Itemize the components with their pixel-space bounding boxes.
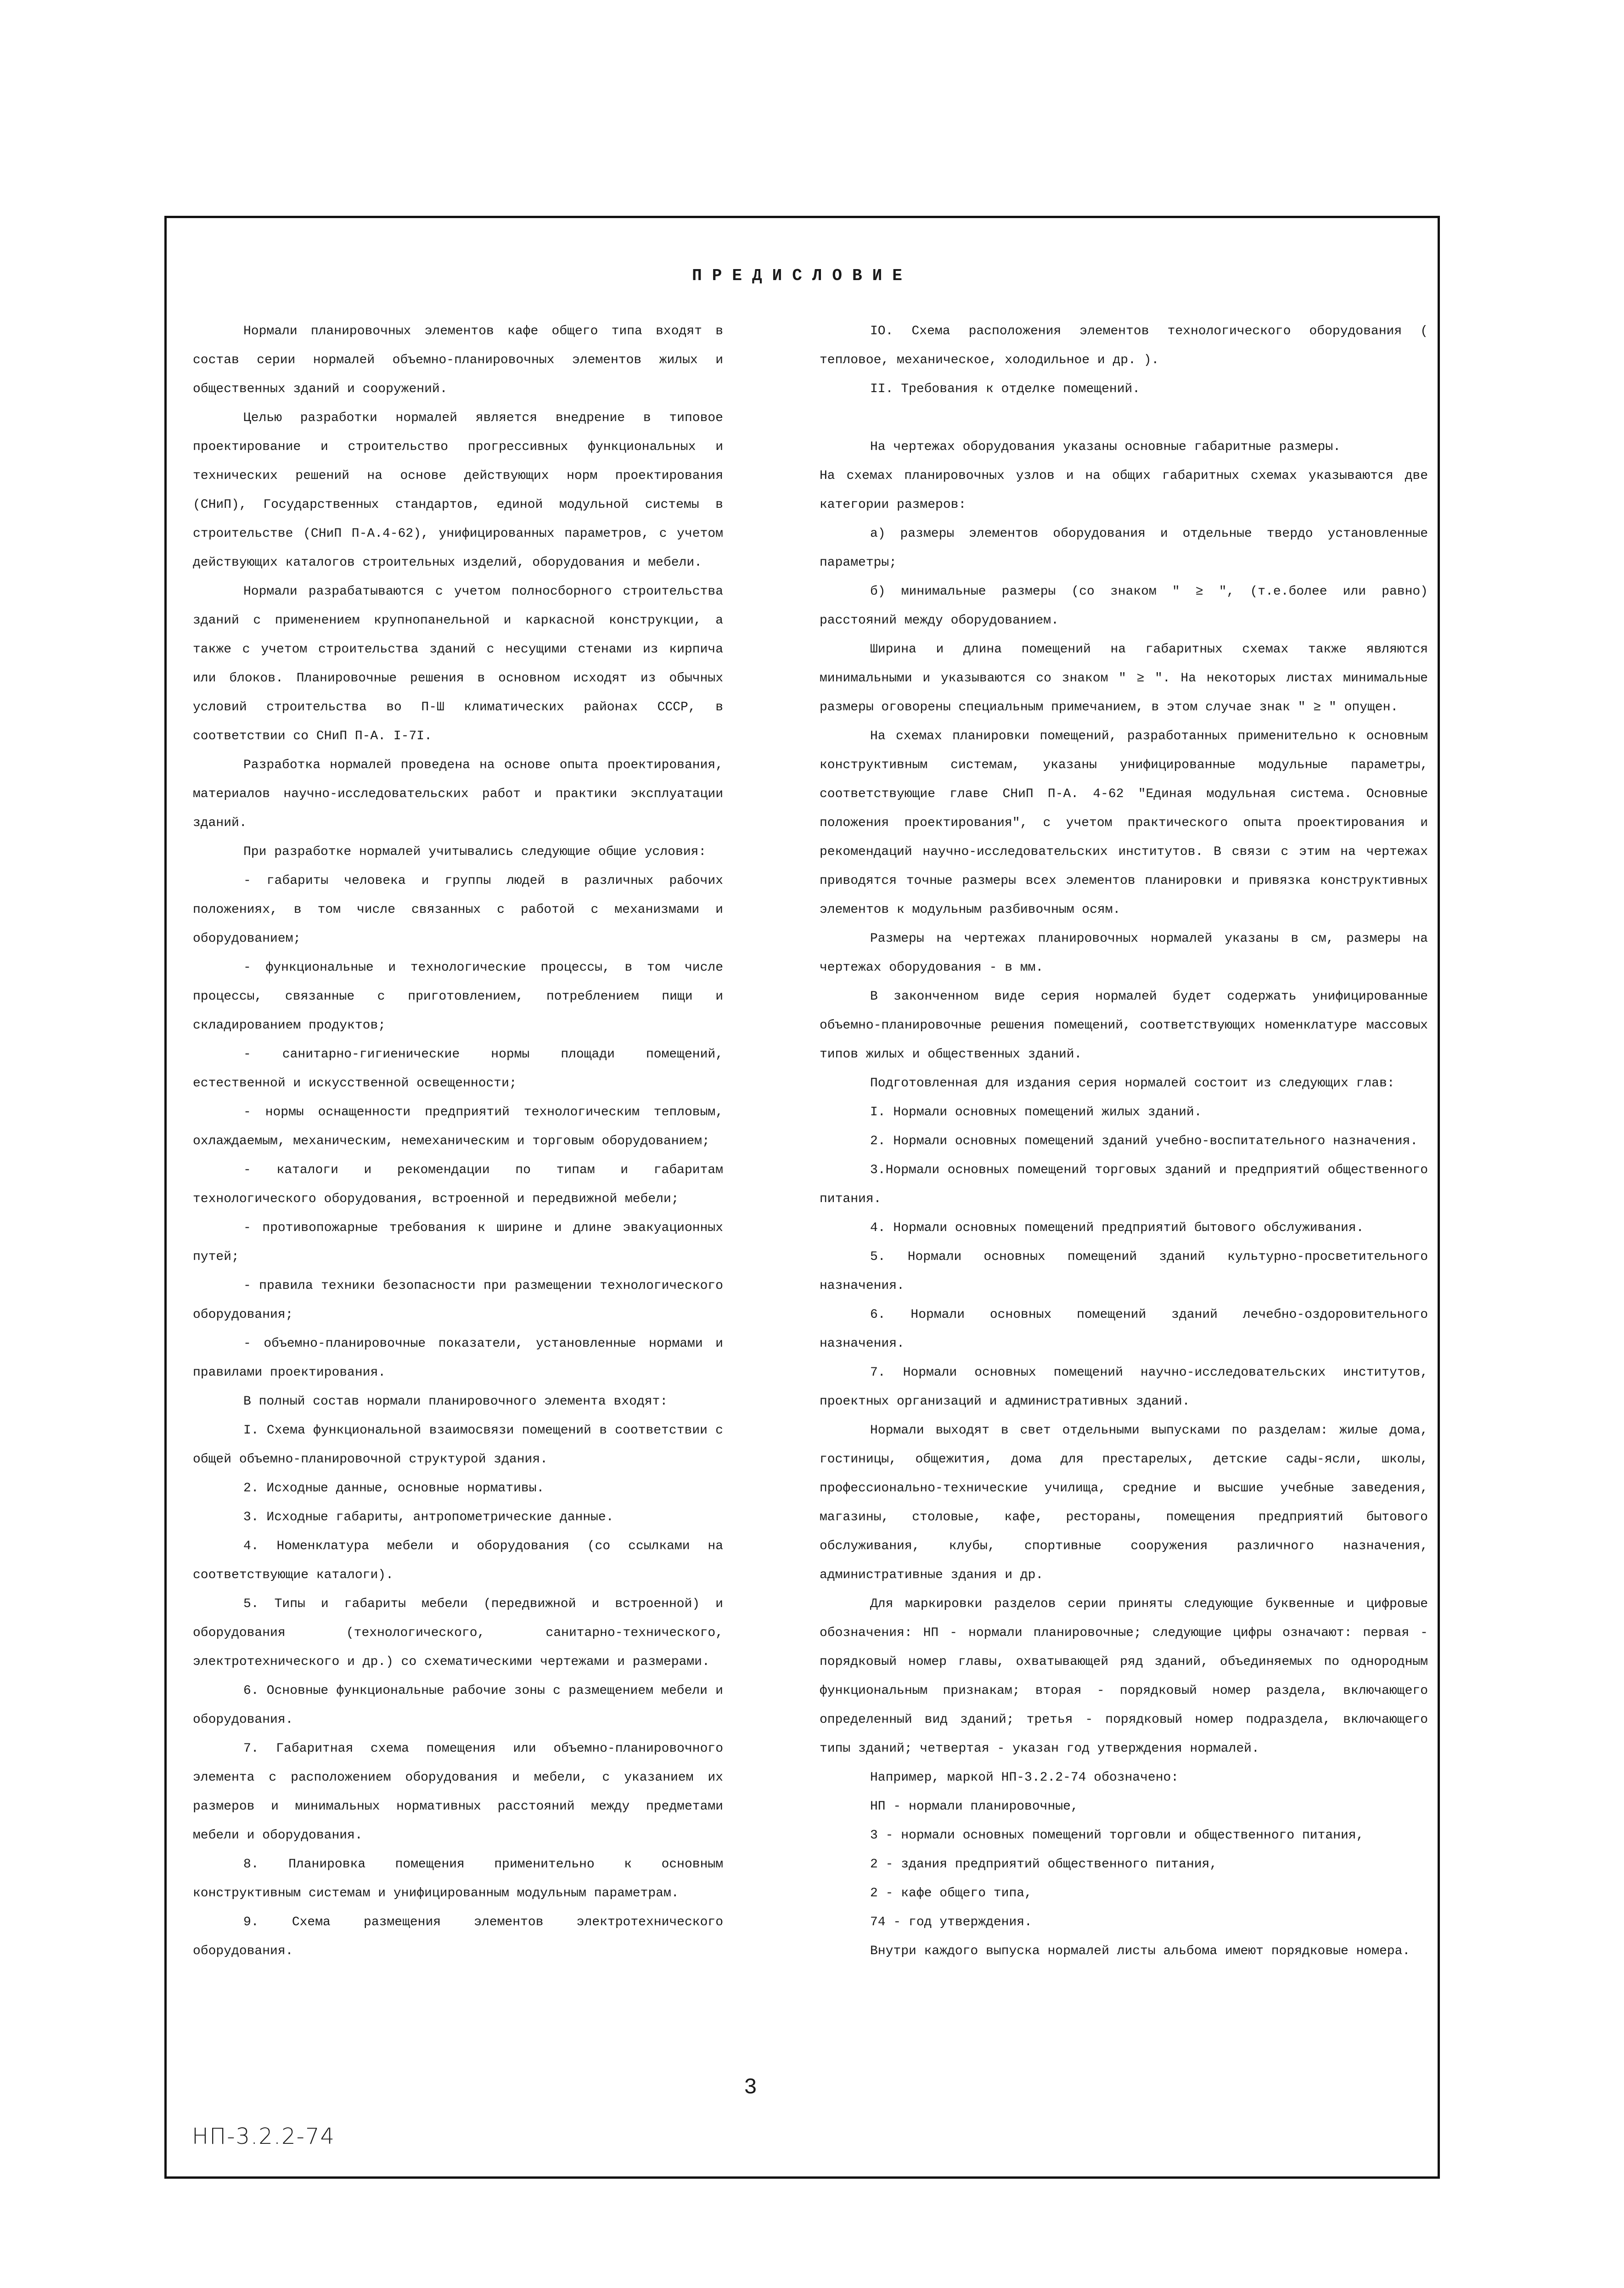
list-item: б) минимальные размеры (со знаком " ≥ ", (т.е.более или равно) расстояний между оборудованием. [820, 585, 1428, 628]
list-item: 2. Исходные данные, основные нормативы. [243, 1481, 545, 1495]
paragraph: На чертежах оборудования указаны основные габаритные размеры. [870, 440, 1341, 454]
right-column [820, 317, 1428, 1966]
list-item: а) размеры элементов оборудования и отдельные твердо установленные параметры; [820, 527, 1428, 570]
list-item: - функциональные и технологические процессы, в том числе процессы, связанные с приготовлением, потреблением пищи и складированием продуктов; [193, 961, 723, 1033]
list-item: 3. Исходные габариты, антропометрические данные. [243, 1510, 614, 1524]
list-item: 4. Нормали основных помещений предприятий бытового обслуживания. [870, 1221, 1364, 1235]
paragraph: При разработке нормалей учитывались следующие общие условия: [243, 845, 707, 859]
list-item: 6. Основные функциональные рабочие зоны с размещением мебели и оборудования. [193, 1684, 723, 1727]
list-item: 4. Номенклатура мебели и оборудования (со ссылками на соответствующие каталоги). [193, 1539, 723, 1582]
list-item: 74 - год утверждения. [870, 1915, 1032, 1929]
list-item: 6. Нормали основных помещений зданий лечебно-оздоровительного назначения. [820, 1308, 1428, 1351]
list-item: - противопожарные требования к ширине и длине эвакуационных путей; [193, 1221, 723, 1264]
list-item: 2. Нормали основных помещений зданий учебно-воспитательного назначения. [870, 1134, 1418, 1148]
list-item: 3.Нормали основных помещений торговых зданий и предприятий общественного питания. [820, 1163, 1428, 1206]
list-item: НП - нормали планировочные, [870, 1799, 1079, 1814]
list-item: - объемно-планировочные показатели, установленные нормами и правилами проектирования. [193, 1337, 723, 1380]
paragraph: Нормали выходят в свет отдельными выпусками по разделам: жилые дома, гостиницы, общежития, дома для престарелых, детские сады-ясли, школы, профессионально-технические училища, средние и высшие учебные заведения, магазины, столовые, кафе, рестораны, помещения предприятий бытового обслуживания, клубы, спортивные сооружения различного назначения, административные здания и др. [820, 1423, 1428, 1582]
paragraph: Внутри каждого выпуска нормалей листы альбома имеют порядковые номера. [870, 1944, 1410, 1958]
paragraph: Разработка нормалей проведена на основе опыта проектирования, материалов научно-исследовательских работ и практики эксплуатации зданий. [193, 758, 723, 830]
list-item: I. Схема функциональной взаимосвязи помещений в соответствии с общей объемно-планировочной структурой здания. [193, 1423, 723, 1467]
page-title: ПРЕДИСЛОВИЕ [692, 266, 912, 285]
paragraph: Для маркировки разделов серии приняты следующие буквенные и цифровые обозначения: НП - нормали планировочные; следующие цифры означают: первая - порядковый номер главы, охватывающей ряд зданий, объединяемых по однородным функциональным признакам; вторая - порядковый номер раздела, включающего определенный вид зданий; третья - порядковый номер подраздела, включающего типы зданий; четвертая - указан год утверждения нормалей. [820, 1597, 1428, 1756]
paragraph: Например, маркой НП-3.2.2-74 обозначено: [870, 1771, 1179, 1785]
paragraph: На схемах планировки помещений, разработанных применительно к основным конструктивным системам, указаны унифицированные модульные параметры, соответствующие главе СНиП П-А. 4-62 "Единая модульная система. Основные положения проектирования", с учетом практического опыта проектирования и рекомендаций научно-исследовательских институтов. В связи с этим на чертежах приводятся точные размеры всех элементов планировки и привязка конструктивных элементов к модульным разбивочным осям. [820, 729, 1428, 917]
list-item: 2 - здания предприятий общественного питания, [870, 1857, 1218, 1872]
list-item: 5. Типы и габариты мебели (передвижной и встроенной) и оборудования (технологического, санитарно-технического, электротехнического и др.) со схематическими чертежами и размерами. [193, 1597, 723, 1669]
paragraph: Целью разработки нормалей является внедрение в типовое проектирование и строительство прогрессивных функциональных и технических решений на основе действующих норм проектирования (СНиП), Государственных стандартов, единой модульной системы в строительстве (СНиП П-А.4-62), унифицированных параметров, с учетом действующих каталогов строительных изделий, оборудования и мебели. [193, 411, 723, 570]
list-item: II. Требования к отделке помещений. [870, 382, 1141, 396]
document-code: НП-3.2.2-74 [192, 2124, 336, 2149]
paragraph: Нормали разрабатываются с учетом полносборного строительства зданий с применением крупнопанельной и каркасной конструкции, а также с учетом строительства зданий с несущими стенами из кирпича или блоков. Планировочные решения в основном исходят из обычных условий строительства во П-Ш климатических районах СССР, в соответствии со СНиП П-А. I-7I. [193, 585, 723, 743]
list-item: 7. Габаритная схема помещения или объемно-планировочного элемента с расположением оборудования и мебели, с указанием их размеров и минимальных нормативных расстояний между предметами мебели и оборудования. [193, 1742, 723, 1843]
left-column [193, 317, 723, 1966]
list-item: 8. Планировка помещения применительно к основным конструктивным системам и унифицированным модульным параметрам. [193, 1857, 723, 1900]
paragraph: Ширина и длина помещений на габаритных схемах также являются минимальными и указываются со знаком " ≥ ". На некоторых листах минимальные размеры оговорены специальным примечанием, в этом случае знак " ≥ " опущен. [820, 642, 1428, 714]
list-item: - правила техники безопасности при размещении технологического оборудования; [193, 1279, 723, 1322]
paragraph: Размеры на чертежах планировочных нормалей указаны в см, размеры на чертежах оборудования - в мм. [820, 932, 1428, 975]
paragraph: В полный состав нормали планировочного элемента входят: [243, 1394, 668, 1409]
list-item: I. Нормали основных помещений жилых зданий. [870, 1105, 1202, 1119]
list-item: - каталоги и рекомендации по типам и габаритам технологического оборудования, встроенной и передвижной мебели; [193, 1163, 723, 1206]
list-item: 5. Нормали основных помещений зданий культурно-просветительного назначения. [820, 1250, 1428, 1293]
paragraph: В законченном виде серия нормалей будет содержать унифицированные объемно-планировочные решения помещений, соответствующих номенклатуре массовых типов жилых и общественных зданий. [820, 989, 1428, 1062]
list-item: IO. Схема расположения элементов технологического оборудования ( тепловое, механическое, холодильное и др. ). [820, 324, 1428, 367]
page-number: 3 [744, 2075, 757, 2100]
paragraph: Нормали планировочных элементов кафе общего типа входят в состав серии нормалей объемно-планировочных элементов жилых и общественных зданий и сооружений. [193, 324, 723, 396]
list-item: 3 - нормали основных помещений торговли и общественного питания, [870, 1828, 1364, 1843]
list-item: 7. Нормали основных помещений научно-исследовательских институтов, проектных организаций и административных зданий. [820, 1366, 1428, 1409]
list-item: - санитарно-гигиенические нормы площади помещений, естественной и искусственной освещенности; [193, 1047, 723, 1091]
paragraph: Подготовленная для издания серия нормалей состоит из следующих глав: [870, 1076, 1395, 1091]
list-item: - нормы оснащенности предприятий технологическим тепловым, охлаждаемым, механическим, немеханическим и торговым оборудованием; [193, 1105, 723, 1148]
list-item: 9. Схема размещения элементов электротехнического оборудования. [193, 1915, 723, 1958]
list-item: - габариты человека и группы людей в различных рабочих положениях, в том числе связанных с работой с механизмами и оборудованием; [193, 874, 723, 946]
list-item: 2 - кафе общего типа, [870, 1886, 1032, 1900]
paragraph: На схемах планировочных узлов и на общих габаритных схемах указываются две категории размеров: [820, 469, 1428, 512]
